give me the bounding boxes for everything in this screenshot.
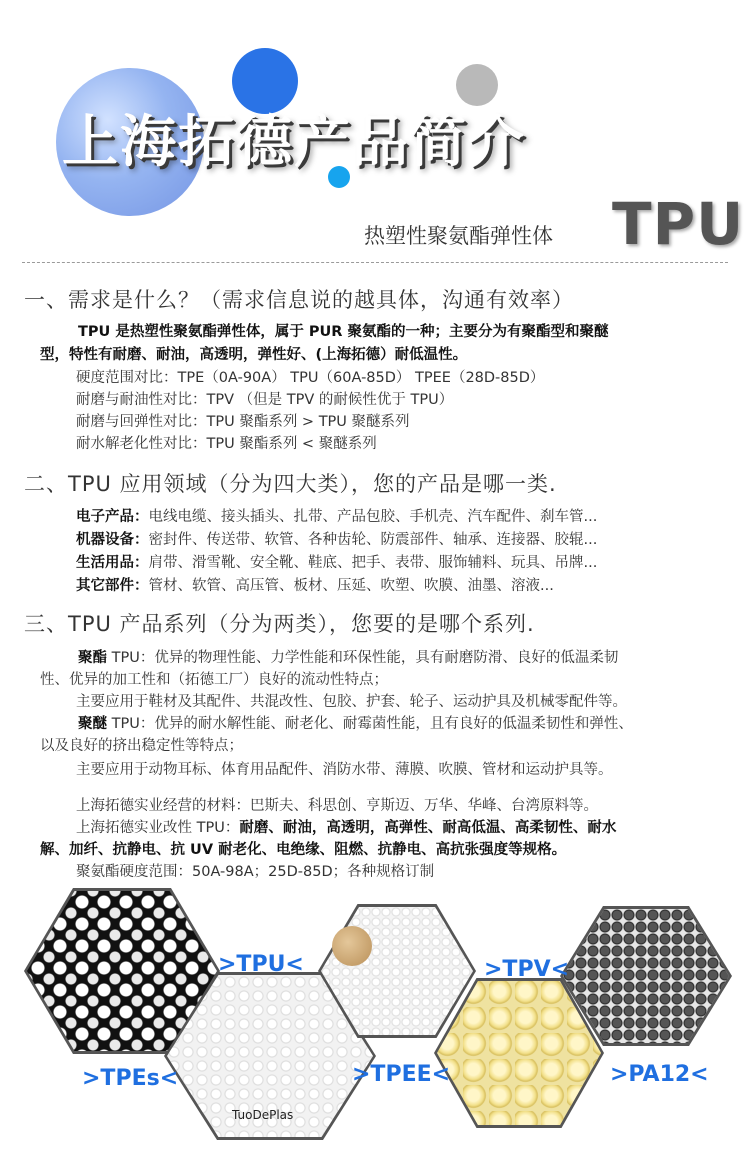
product-label-tpes: >TPEs< <box>82 1066 179 1091</box>
section1-intro-line2: 型，特性有耐磨、耐油，高透明，弹性好、(上海拓德）耐低温性。 <box>40 347 468 363</box>
application-label: 生活用品： <box>76 555 149 571</box>
hardness-range: 聚氨酯硬度范围：50A-98A；25D-85D；各种规格订制 <box>76 864 435 880</box>
pa12-pellets-image <box>563 909 729 1043</box>
application-text: 电线电缆、接头插头、扎带、产品包胶、手机壳、汽车配件、刹车管... <box>148 509 598 525</box>
jar-lid-icon <box>332 926 372 966</box>
page-title: 上海拓德产品简介 <box>62 110 526 175</box>
application-row <box>76 530 597 550</box>
application-label: 其它部件： <box>76 578 149 594</box>
section3-heading: 三、TPU 产品系列（分为两类），您要的是哪个系列. <box>24 612 535 636</box>
product-label-tpu: >TPU< <box>218 952 304 977</box>
header-divider <box>22 262 728 263</box>
application-label: 电子产品： <box>76 509 149 525</box>
polyether-use: 主要应用于动物耳标、体育用品配件、消防水带、薄膜、吹膜、管材和运动护具等。 <box>76 762 613 778</box>
application-row <box>76 507 597 527</box>
section1-intro-line1: TPU 是热塑性聚氨酯弹性体，属于 PUR 聚氨酯的一种；主要分为有聚酯型和聚醚 <box>78 324 609 340</box>
polyester-use: 主要应用于鞋材及其配件、共混改性、包胶、护套、轮子、运动护具及机械零配件等。 <box>76 694 627 710</box>
application-row <box>76 553 597 573</box>
application-text: 肩带、滑雪靴、安全靴、鞋底、把手、表带、服饰辅料、玩具、吊牌... <box>148 555 598 571</box>
section1-heading: 一、需求是什么？（需求信息说的越具体，沟通有效率） <box>24 288 574 312</box>
modified-features: 耐磨、耐油，高透明，高弹性、耐高低温、高柔韧性、耐水 <box>239 820 617 836</box>
application-row <box>76 576 554 596</box>
polyether-label: 聚醚 <box>78 716 107 732</box>
polyester-line2: 性、优异的加工性和（拓德工厂）良好的流动性特点； <box>40 672 388 688</box>
page-subtitle: 热塑性聚氨酯弹性体 <box>364 224 553 248</box>
compare-oil: 耐磨与耐油性对比：TPV （但是 TPV 的耐候性优于 TPU） <box>76 392 454 408</box>
tpu-badge: TPU <box>612 190 745 258</box>
section2-heading: 二、TPU 应用领域（分为四大类），您的产品是哪一类. <box>24 472 557 496</box>
compare-hardness: 硬度范围对比：TPE（0A-90A） TPU（60A-85D） TPEE（28D-85D） <box>76 370 545 386</box>
modified-line1 <box>76 818 616 838</box>
modified-prefix: 上海拓德实业改性 TPU： <box>76 820 240 836</box>
compare-rebound: 耐磨与回弹性对比：TPU 聚酯系列 > TPU 聚醚系列 <box>76 414 410 430</box>
application-text: 密封件、传送带、软管、各种齿轮、防震部件、轴承、连接器、胶辊... <box>148 532 598 548</box>
polyether-desc: TPU：优异的耐水解性能、耐老化、耐霉菌性能，且有良好的低温柔韧性和弹性、 <box>107 716 633 732</box>
compare-hydrolysis: 耐水解老化性对比：TPU 聚酯系列 < 聚醚系列 <box>76 436 377 452</box>
watermark: TuoDePlas <box>232 1108 294 1122</box>
polyester-line1 <box>78 648 618 668</box>
application-label: 机器设备： <box>76 532 149 548</box>
product-label-pa12: >PA12< <box>610 1062 709 1087</box>
polyester-desc: TPU：优异的物理性能、力学性能和环保性能，具有耐磨防滑、良好的低温柔韧 <box>107 650 619 666</box>
polyether-line1 <box>78 714 633 734</box>
modified-line2: 解、加纤、抗静电、抗 UV 耐老化、电绝缘、阻燃、抗静电、高抗张强度等规格。 <box>40 842 567 858</box>
product-label-tpee: >TPEE< <box>352 1062 451 1087</box>
product-label-tpv: >TPV< <box>484 957 570 982</box>
application-text: 管材、软管、高压管、板材、压延、吹塑、吹膜、油墨、溶液... <box>148 578 554 594</box>
polyether-line2: 以及良好的挤出稳定性等特点； <box>40 738 243 754</box>
materials-line: 上海拓德实业经营的材料：巴斯夫、科思创、亨斯迈、万华、华峰、台湾原料等。 <box>76 798 598 814</box>
polyester-label: 聚酯 <box>78 650 107 666</box>
